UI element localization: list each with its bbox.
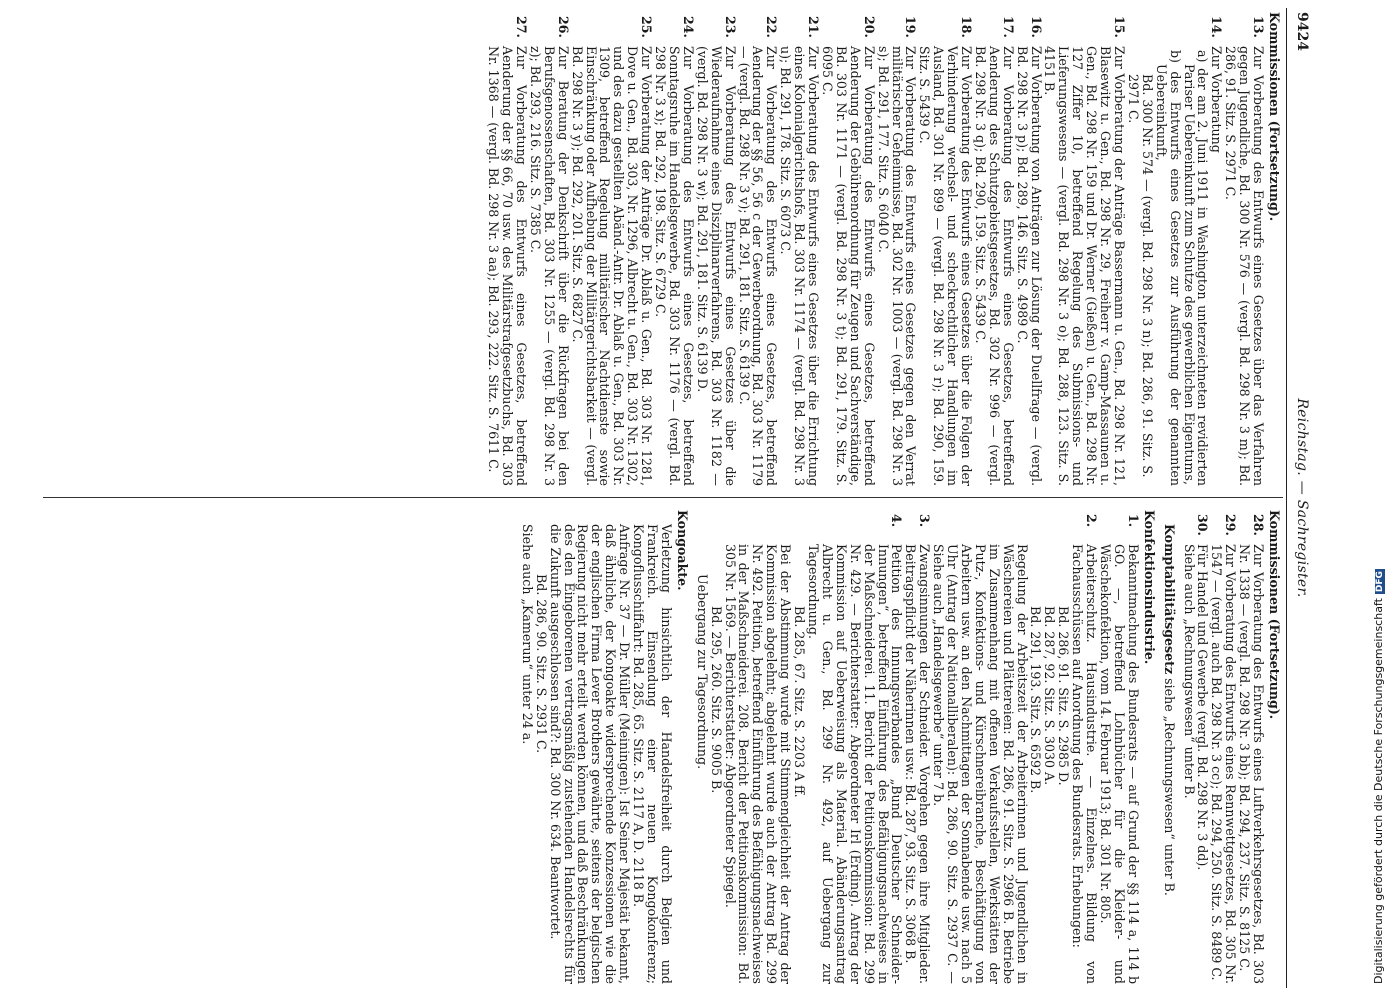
page-header bbox=[1288, 8, 1310, 988]
right-column bbox=[520, 510, 1281, 984]
entry: 2. Arbeiterschutz. Hausindustrie. — Einzelnes. Bildung von Fachausschüssen auf Anordnung des Bundesrats. Erhebungen: bbox=[1070, 514, 1100, 984]
paragraph: Anfrage Nr. 37 — Dr. Müller (Meiningen): Ist Seiner Majestät bekannt, daß ähnliche, der Kongoakte widersprechende Konzessionen wie die der englischen Firma Lever Brothers gewährte, seitens der belgischen Regierung nicht mehr erteilt werden können, und daß Beschränkungen des den Eingeborenen vertragsmäßig zustehenden Handelsrechts für die Zukunft ausgeschlossen sind?: Bd. 300 Nr. 634. Beantwortet. bbox=[547, 524, 633, 984]
reference: Bd. 295, 260. Sitz. S. 9005 B. bbox=[708, 606, 724, 794]
entry: 14. Zur Vorberatung bbox=[1209, 16, 1225, 153]
page-number: 9424 bbox=[1294, 12, 1310, 51]
entry-end: Uebergang zur Tagesordnung. bbox=[694, 574, 710, 770]
entry: 4. Petition des Innungsverbandes „Bund Deutscher Schneider-Innungen“, betreffend Einführung des Befähigungsnachweises in der Maßschneiderei. 11. Bericht der Petitionskommission: Bd. 299 Nr. 429. — Berichterstatter: Abgeordneter Irl (Erding). Antrag der Kommission auf Ueberweisung als Material. Abänderungsantrag Albrecht u. Gen., Bd. 299 Nr. 492, auf Uebergang zur Tagesordnung. bbox=[806, 514, 905, 984]
entry: 28. Zur Vorberatung des Entwurfs eines Luftverkehrsgesetzes, Bd. 303 Nr. 1338 — (vergl. Bd. 298 Nr. 3 bb); Bd. 294, 237. Sitz. S. 8125 C. bbox=[1237, 514, 1267, 984]
sub-entry: a) der am 2. Juni 1911 in Washington unterzeichneten revidierten Pariser Uebereinkunft zum Schutze des gewerblichen Eigentums, bbox=[1181, 50, 1211, 486]
entry: 21. Zur Vorberatung des Entwurfs eines Gesetzes über die Errichtung eines Kolonialgerichtshofs, Bd. 303 Nr. 1174 — (vergl. Bd. 298 Nr. 3 u); Bd. 291, 178. Sitz. S. 6073 C. bbox=[778, 16, 822, 486]
entry: 13. Zur Vorberatung des Entwurfs eines Gesetzes über das Verfahren gegen Jugendliche, Bd. 300 Nr. 576 — (vergl. Bd. 298 Nr. 3 m); Bd. 286, 91. Sitz. S. 2971 C. bbox=[1223, 16, 1267, 486]
reference: Bd. 291, 193. Sitz. S. 6592 B. bbox=[1028, 606, 1044, 794]
entry: 29. Zur Vorberatung des Entwurfs eines Rennwettgesetzes, Bd. 305 Nr. 1547 — (vergl. auch Bd. 298 Nr. 3 cc); Bd. 294, 250. Sitz. S. 8489 C. bbox=[1209, 514, 1239, 984]
entry: 22. Zur Vorberatung des Entwurfs eines Gesetzes, betreffend Aenderung der §§ 56, 56 c der Gewerbeordnung, Bd. 303 Nr. 1179 — (vergl. Bd. 298 Nr. 3 v); Bd. 291, 181. Sitz. S. 6139 C. bbox=[736, 16, 780, 486]
entry: 15. Zur Vorberatung der Anträge Bassermann u. Gen., Bd. 298 Nr. 121, Blasewitz u. Gen., Bd. 298 Nr. 29, Freiherr v. Gamp-Massaunen u. Gen., Bd. 298 Nr. 159 und Dr. Werner (Gießen) u. Gen., Bd. 298 Nr. 127 Ziffer 10, betreffend Regelung des Submissions- und Lieferungswesens — (vergl. Bd. 298 Nr. 3 o); Bd. 288, 123. Sitz. S. 4151 B. bbox=[1042, 16, 1128, 486]
entry: 20. Zur Vorberatung des Entwurfs eines Gesetzes, betreffend Aenderung der Gebührenordnung für Zeugen und Sachverständige, Bd. 303 Nr. 1171 — (vergl. Bd. 298 Nr. 3 t); Bd. 291, 179. Sitz. S. 6095 C. bbox=[820, 16, 877, 486]
komptabilitaet-entry: Komptabilitätsgesetz siehe „Rechnungswesen“ unter B. bbox=[1161, 524, 1177, 896]
reference: Bd. 300 Nr. 574 — (vergl. Bd. 298 Nr. 3 n); Bd. 286, 91. Sitz. S. 2971 C. bbox=[1125, 74, 1155, 478]
section-title-kongoakte: Kongoakte. bbox=[674, 510, 690, 591]
entry-continuation: Regelung der Arbeitszeit der Arbeiterinnen und Jugendlichen in Wäschereien und Plättereien: Bd. 286, 91. Sitz. S. 2986 B. Betriebe im Zusammenhang mit offenen Verkaufsstellen, Werkstätten der Putz-, Konfektions- und Kürschnereibranche, Beschäftigung von Arbeitern usw. an den Nachmittagen der Sonnabende usw. nach 5 Uhr (Antrag der Nationalliberalen): Bd. 286, 90. Sitz. S. 2937 C. — Siehe auch „Handelsgewerbe“ unter 7 b. bbox=[931, 544, 1030, 984]
section-title: Kommissionen (Fortsetzung). bbox=[1267, 510, 1282, 720]
reference: Bd. 287, 92. Sitz. S. 3030 A. bbox=[1042, 606, 1058, 786]
header-rule bbox=[1286, 8, 1287, 988]
see-also: Siehe auch „Rechnungswesen“ unter B. bbox=[1181, 544, 1197, 799]
section-title-konfektion: Konfektionsindustrie. bbox=[1141, 510, 1157, 665]
entry: 17. Zur Vorberatung des Entwurfs eines Gesetzes, betreffend Aenderung des Schutzgebietsgesetzes, Bd. 302 Nr. 996 — (vergl. Bd. 298 Nr. 3 q); Bd. 290, 159. Sitz. S. 5439 C. bbox=[972, 16, 1016, 486]
see-also: Siehe auch „Kamerun“ unter 24 a. bbox=[519, 524, 535, 745]
entry: 26. Zur Beratung der Denkschrift über die Rückfragen bei den Berufsgenossenschaften, Bd. 303 Nr. 1255 — (vergl. Bd. 298 Nr. 3 z); Bd. 293, 216. Sitz. S. 7385 C. bbox=[527, 16, 571, 486]
entry: 1. Bekanntmachung des Bundesrats — auf Grund der §§ 114 a, 114 b GO. —, betreffend Lohnbücher für die Kleider- und Wäschekonfektion, vom 14. Februar 1913; Bd. 301 Nr. 805. bbox=[1098, 514, 1141, 984]
entry: 30. Für Handel und Gewerbe (vergl. Bd. 298 Nr. 3 dd). bbox=[1195, 514, 1211, 871]
running-title: Reichstag. — Sachregister. bbox=[1294, 398, 1310, 598]
entry: 3. Zwangsinnungen der Schneider. Vorgehen gegen ihre Mitglieder. Beitragspflicht der Näherinnen usw.: Bd. 287, 93. Sitz. S. 3068 B. bbox=[903, 514, 933, 984]
left-column bbox=[486, 12, 1281, 486]
entry: 18. Zur Vorberatung des Entwurfs eines Gesetzes über die Folgen der Verhinderung wechsel- und scheckrechtlicher Handlungen im Ausland, Bd. 301 Nr. 899 — (vergl. Bd. 298 Nr. 3 r); Bd. 290, 159. Sitz. S. 5439 C. bbox=[917, 16, 975, 486]
column-divider bbox=[43, 497, 1283, 498]
entry: 16. Zur Vorberatung von Anträgen zur Lösung der Duellfrage — (vergl. Bd. 298 Nr. 3 p); Bd. 289, 146. Sitz. S. 4989 C. bbox=[1014, 16, 1044, 486]
entry: 19. Zur Vorberatung des Entwurfs eines Gesetzes gegen den Verrat militärischer Geheimnisse, Bd. 302 Nr. 1003 — (vergl. Bd. 298 Nr. 3 s); Bd. 291, 177. Sitz. S. 6040 C. bbox=[875, 16, 919, 486]
reference: Bd. 285, 67. Sitz. S. 2203 A ff. bbox=[792, 606, 808, 798]
entry: 25. Zur Vorberatung der Anträge Dr. Ablaß u. Gen., Bd. 303 Nr. 1281, Dove u. Gen., Bd. 303, Nr. 1296, Albrecht u. Gen., Bd. 303 Nr. 1302, und des dazu gestellten Abänd.-Antr. Dr. Ablaß u. Gen., Bd. 303 Nr. 1309, betreffend Regelung militärischer Nachtdienste sowie Einschränkung oder Aufhebung der Militärgerichtsbarkeit — (vergl. Bd. 298 Nr. 3 y); Bd. 292, 201. Sitz. S. 6827 C. bbox=[569, 16, 655, 486]
entry: 24. Zur Vorberatung des Entwurfs eines Gesetzes, betreffend Sonntagsruhe im Handelsgewerbe, Bd. 303 Nr. 1176 — (vergl. Bd. 298 Nr. 3 x); Bd. 292, 198. Sitz. S. 6729 C. bbox=[653, 16, 696, 486]
entry: 23. Zur Vorberatung des Entwurfs eines Gesetzes über die Wiederaufnahme eines Disziplinarverfahrens, Bd. 303 Nr. 1182 — (vergl. Bd. 298 Nr. 3 w); Bd. 291, 181. Sitz. S. 6139 D. bbox=[694, 16, 738, 486]
entry: 27. Zur Vorberatung des Entwurfs eines Gesetzes, betreffend Aenderung der §§ 66, 70 usw. des Militärstrafgesetzbuchs, Bd. 303 Nr. 1368 — (vergl. Bd. 298 Nr. 3 aa); Bd. 293, 222. Sitz. S. 7611 C. bbox=[486, 16, 530, 486]
digitization-credit: Digitalisierung gefördert durch die Deutsche ForschungsgemeinschaftDFG bbox=[1372, 571, 1385, 984]
reference: Bd. 286, 91. Sitz. S. 2985 D. bbox=[1056, 606, 1072, 786]
rotated-scan-page bbox=[30, 8, 1310, 993]
sub-entry: b) des Entwurfs eines Gesetzes zur Ausführung der genannten Uebereinkunft, bbox=[1153, 50, 1183, 486]
reference: Bd. 286, 90. Sitz. S. 2931 C. bbox=[533, 574, 549, 754]
paragraph: Verletzung hinsichtlich der Handelsfreiheit durch Belgien und Frankreich. Einsendung einer neuen Kongokonferenz; Kongoflusschiffahrt: Bd. 285, 65. Sitz. S. 2117 A, D. 2118 B. bbox=[631, 524, 674, 984]
dfg-logo: DFG bbox=[1375, 571, 1385, 593]
section-title: Kommissionen (Fortsetzung). bbox=[1267, 12, 1282, 222]
entry-continuation: Bei der Abstimmung wurde mit Stimmengleichheit der Antrag der Kommission abgelehnt; abgelehnt wurde auch der Antrag Bd. 299 Nr. 492. Petition, betreffend Einführung des Befähigungsnachweises in der Maßschneiderei. 208. Bericht der Petitionskommission: Bd. 305 Nr. 1569. — Berichterstatter: Abgeordneter Spiegel. bbox=[722, 544, 794, 984]
